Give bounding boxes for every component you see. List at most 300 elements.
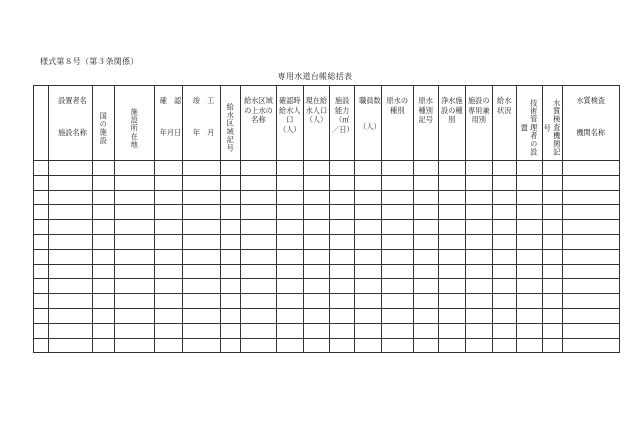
- table-cell[interactable]: [34, 220, 49, 235]
- header-national-facility: 国の施設: [93, 86, 115, 161]
- table-cell[interactable]: [183, 279, 221, 294]
- header-completion-date: 竣 工 年 月: [183, 86, 221, 161]
- table-cell[interactable]: [355, 161, 382, 176]
- table-cell[interactable]: [241, 205, 277, 220]
- table-row: [34, 234, 620, 249]
- table-cell[interactable]: [303, 190, 330, 205]
- table-cell[interactable]: [277, 161, 304, 176]
- header-owner-name: 設置者名: [58, 96, 87, 105]
- table-cell[interactable]: [330, 323, 355, 338]
- table-cell[interactable]: [413, 205, 438, 220]
- table-cell[interactable]: [183, 161, 221, 176]
- table-cell[interactable]: [465, 249, 492, 264]
- table-row: [34, 308, 620, 323]
- table-cell[interactable]: [355, 264, 382, 279]
- table-cell[interactable]: [438, 205, 465, 220]
- table-cell[interactable]: [381, 234, 413, 249]
- table-cell[interactable]: [155, 323, 183, 338]
- table-cell[interactable]: [241, 234, 277, 249]
- table-cell[interactable]: [330, 308, 355, 323]
- table-cell[interactable]: [34, 294, 49, 309]
- header-supply-status: 給水状況: [492, 86, 516, 161]
- table-cell[interactable]: [562, 308, 619, 323]
- table-cell[interactable]: [49, 205, 93, 220]
- table-row: [34, 323, 620, 338]
- header-row: [34, 86, 620, 161]
- table-cell[interactable]: [49, 161, 93, 176]
- table-cell[interactable]: [277, 294, 304, 309]
- table-cell[interactable]: [34, 175, 49, 190]
- table-cell[interactable]: [465, 308, 492, 323]
- table-cell[interactable]: [413, 220, 438, 235]
- table-cell[interactable]: [438, 308, 465, 323]
- table-cell[interactable]: [562, 264, 619, 279]
- table-cell[interactable]: [465, 264, 492, 279]
- table-cell[interactable]: [155, 220, 183, 235]
- table-cell[interactable]: [221, 338, 241, 353]
- header-inspection-code: 水質検査機関記号: [542, 86, 562, 161]
- table-cell[interactable]: [465, 338, 492, 353]
- table-cell[interactable]: [183, 249, 221, 264]
- table-cell[interactable]: [413, 175, 438, 190]
- table-cell[interactable]: [241, 190, 277, 205]
- table-cell[interactable]: [155, 264, 183, 279]
- table-cell[interactable]: [49, 249, 93, 264]
- table-cell[interactable]: [221, 323, 241, 338]
- table-cell[interactable]: [355, 175, 382, 190]
- table-cell[interactable]: [155, 161, 183, 176]
- table-cell[interactable]: [492, 308, 516, 323]
- table-cell[interactable]: [241, 175, 277, 190]
- table-cell[interactable]: [277, 175, 304, 190]
- table-cell[interactable]: [303, 338, 330, 353]
- table-cell[interactable]: [413, 279, 438, 294]
- table-cell[interactable]: [516, 161, 542, 176]
- table-cell[interactable]: [542, 294, 562, 309]
- table-cell[interactable]: [155, 190, 183, 205]
- table-cell[interactable]: [241, 220, 277, 235]
- table-cell[interactable]: [438, 161, 465, 176]
- table-cell[interactable]: [492, 338, 516, 353]
- table-cell[interactable]: [183, 234, 221, 249]
- table-cell[interactable]: [34, 205, 49, 220]
- table-cell[interactable]: [355, 190, 382, 205]
- ledger-table: [33, 85, 620, 353]
- table-cell[interactable]: [355, 323, 382, 338]
- table-cell[interactable]: [413, 264, 438, 279]
- table-cell[interactable]: [277, 234, 304, 249]
- table-cell[interactable]: [277, 249, 304, 264]
- table-cell[interactable]: [562, 190, 619, 205]
- table-cell[interactable]: [34, 161, 49, 176]
- table-cell[interactable]: [542, 190, 562, 205]
- table-row: [34, 190, 620, 205]
- table-row: [34, 161, 620, 176]
- table-cell[interactable]: [330, 234, 355, 249]
- table-cell[interactable]: [562, 338, 619, 353]
- header-blank: [34, 86, 49, 161]
- table-cell[interactable]: [277, 205, 304, 220]
- table-cell[interactable]: [155, 338, 183, 353]
- table-cell[interactable]: [93, 161, 115, 176]
- table-cell[interactable]: [381, 175, 413, 190]
- table-cell[interactable]: [221, 249, 241, 264]
- table-row: [34, 175, 620, 190]
- table-cell[interactable]: [413, 308, 438, 323]
- table-cell[interactable]: [562, 279, 619, 294]
- table-cell[interactable]: [465, 190, 492, 205]
- table-cell[interactable]: [330, 161, 355, 176]
- table-cell[interactable]: [115, 234, 155, 249]
- header-raw-water-code: 原水種別記号: [413, 86, 438, 161]
- table-cell[interactable]: [115, 323, 155, 338]
- table-cell[interactable]: [303, 175, 330, 190]
- header-confirm-date: 確 認 年月日: [155, 86, 183, 161]
- table-cell[interactable]: [183, 205, 221, 220]
- header-dedicated-shared: 施設の専用兼用別: [465, 86, 492, 161]
- table-cell[interactable]: [49, 279, 93, 294]
- table-cell[interactable]: [155, 205, 183, 220]
- table-cell[interactable]: [355, 234, 382, 249]
- table-cell[interactable]: [413, 190, 438, 205]
- table-cell[interactable]: [34, 338, 49, 353]
- table-cell[interactable]: [438, 279, 465, 294]
- table-cell[interactable]: [465, 175, 492, 190]
- table-cell[interactable]: [241, 279, 277, 294]
- table-cell[interactable]: [115, 205, 155, 220]
- table-cell[interactable]: [413, 294, 438, 309]
- table-cell[interactable]: [492, 175, 516, 190]
- table-cell[interactable]: [465, 205, 492, 220]
- table-cell[interactable]: [221, 175, 241, 190]
- table-row: [34, 264, 620, 279]
- table-cell[interactable]: [277, 279, 304, 294]
- table-cell[interactable]: [115, 190, 155, 205]
- table-cell[interactable]: [381, 161, 413, 176]
- table-cell[interactable]: [183, 190, 221, 205]
- table-cell[interactable]: [330, 205, 355, 220]
- table-cell[interactable]: [330, 175, 355, 190]
- table-cell[interactable]: [277, 190, 304, 205]
- table-cell[interactable]: [438, 323, 465, 338]
- table-cell[interactable]: [49, 308, 93, 323]
- table-cell[interactable]: [303, 220, 330, 235]
- table-cell[interactable]: [492, 190, 516, 205]
- table-cell[interactable]: [381, 279, 413, 294]
- table-cell[interactable]: [115, 294, 155, 309]
- table-cell[interactable]: [516, 294, 542, 309]
- table-cell[interactable]: [562, 220, 619, 235]
- table-cell[interactable]: [492, 264, 516, 279]
- table-cell[interactable]: [516, 190, 542, 205]
- table-cell[interactable]: [438, 220, 465, 235]
- table-row: [34, 338, 620, 353]
- table-cell[interactable]: [115, 161, 155, 176]
- table-cell[interactable]: [542, 279, 562, 294]
- table-cell[interactable]: [115, 220, 155, 235]
- table-cell[interactable]: [438, 264, 465, 279]
- form-title: 専用水道台帳総括表: [277, 72, 353, 81]
- table-cell[interactable]: [49, 294, 93, 309]
- table-cell[interactable]: [155, 175, 183, 190]
- table-cell[interactable]: [438, 294, 465, 309]
- table-cell[interactable]: [241, 308, 277, 323]
- table-cell[interactable]: [355, 338, 382, 353]
- table-cell[interactable]: [330, 279, 355, 294]
- table-cell[interactable]: [562, 323, 619, 338]
- table-cell[interactable]: [542, 234, 562, 249]
- table-cell[interactable]: [183, 264, 221, 279]
- table-cell[interactable]: [183, 323, 221, 338]
- table-cell[interactable]: [542, 249, 562, 264]
- table-cell[interactable]: [516, 323, 542, 338]
- table-cell[interactable]: [115, 338, 155, 353]
- table-cell[interactable]: [277, 220, 304, 235]
- table-cell[interactable]: [303, 294, 330, 309]
- table-cell[interactable]: [303, 205, 330, 220]
- table-cell[interactable]: [93, 249, 115, 264]
- table-cell[interactable]: [465, 161, 492, 176]
- table-cell[interactable]: [303, 249, 330, 264]
- table-cell[interactable]: [34, 190, 49, 205]
- table-cell[interactable]: [34, 234, 49, 249]
- table-cell[interactable]: [93, 308, 115, 323]
- table-cell[interactable]: [516, 205, 542, 220]
- header-purification-type: 浄水施設の種別: [438, 86, 465, 161]
- table-cell[interactable]: [183, 294, 221, 309]
- header-staff-count: 職員数 （人）: [355, 86, 382, 161]
- ledger-body: [34, 161, 620, 353]
- table-cell[interactable]: [381, 308, 413, 323]
- table-cell[interactable]: [303, 323, 330, 338]
- table-cell[interactable]: [542, 175, 562, 190]
- table-cell[interactable]: [93, 323, 115, 338]
- table-cell[interactable]: [221, 279, 241, 294]
- table-cell[interactable]: [492, 323, 516, 338]
- header-confirmed-population: 確認時給水人口 （人）: [277, 86, 304, 161]
- table-cell[interactable]: [221, 220, 241, 235]
- table-cell[interactable]: [93, 279, 115, 294]
- table-cell[interactable]: [330, 264, 355, 279]
- header-raw-water-type: 原水の種別: [381, 86, 413, 161]
- table-cell[interactable]: [34, 308, 49, 323]
- table-cell[interactable]: [413, 323, 438, 338]
- table-cell[interactable]: [542, 323, 562, 338]
- table-cell[interactable]: [241, 249, 277, 264]
- table-cell[interactable]: [303, 161, 330, 176]
- table-cell[interactable]: [303, 308, 330, 323]
- table-cell[interactable]: [542, 205, 562, 220]
- table-cell[interactable]: [381, 264, 413, 279]
- table-cell[interactable]: [49, 264, 93, 279]
- table-cell[interactable]: [93, 234, 115, 249]
- table-cell[interactable]: [49, 220, 93, 235]
- table-cell[interactable]: [183, 338, 221, 353]
- table-row: [34, 294, 620, 309]
- table-cell[interactable]: [221, 190, 241, 205]
- table-cell[interactable]: [221, 234, 241, 249]
- table-cell[interactable]: [355, 294, 382, 309]
- header-owner: [49, 86, 93, 161]
- table-cell[interactable]: [34, 264, 49, 279]
- table-cell[interactable]: [542, 220, 562, 235]
- table-cell[interactable]: [34, 249, 49, 264]
- form-number: 様式第８号（第３条関係）: [40, 57, 139, 66]
- table-cell[interactable]: [277, 264, 304, 279]
- table-cell[interactable]: [115, 279, 155, 294]
- table-cell[interactable]: [183, 175, 221, 190]
- table-cell[interactable]: [330, 249, 355, 264]
- table-cell[interactable]: [155, 308, 183, 323]
- table-cell[interactable]: [516, 264, 542, 279]
- table-cell[interactable]: [355, 249, 382, 264]
- table-cell[interactable]: [492, 161, 516, 176]
- table-cell[interactable]: [221, 161, 241, 176]
- table-cell[interactable]: [381, 190, 413, 205]
- table-cell[interactable]: [492, 294, 516, 309]
- table-cell[interactable]: [542, 161, 562, 176]
- table-cell[interactable]: [221, 264, 241, 279]
- table-cell[interactable]: [516, 279, 542, 294]
- table-cell[interactable]: [49, 234, 93, 249]
- table-cell[interactable]: [516, 220, 542, 235]
- table-cell[interactable]: [516, 308, 542, 323]
- table-cell[interactable]: [115, 249, 155, 264]
- table-row: [34, 205, 620, 220]
- table-cell[interactable]: [330, 220, 355, 235]
- table-cell[interactable]: [155, 249, 183, 264]
- table-cell[interactable]: [413, 249, 438, 264]
- table-cell[interactable]: [492, 234, 516, 249]
- table-cell[interactable]: [241, 264, 277, 279]
- table-cell[interactable]: [355, 220, 382, 235]
- table-cell[interactable]: [183, 308, 221, 323]
- table-cell[interactable]: [115, 175, 155, 190]
- table-cell[interactable]: [381, 323, 413, 338]
- table-cell[interactable]: [516, 249, 542, 264]
- table-cell[interactable]: [93, 175, 115, 190]
- table-row: [34, 249, 620, 264]
- header-location: 施設所在地: [115, 86, 155, 161]
- table-cell[interactable]: [516, 338, 542, 353]
- table-cell[interactable]: [155, 279, 183, 294]
- table-cell[interactable]: [183, 220, 221, 235]
- table-cell[interactable]: [277, 308, 304, 323]
- header-supply-area-name: 給水区域の上水の名称: [241, 86, 277, 161]
- table-cell[interactable]: [516, 234, 542, 249]
- table-row: [34, 220, 620, 235]
- table-cell[interactable]: [438, 175, 465, 190]
- table-cell[interactable]: [303, 264, 330, 279]
- table-cell[interactable]: [277, 323, 304, 338]
- table-cell[interactable]: [562, 294, 619, 309]
- table-cell[interactable]: [465, 279, 492, 294]
- header-capacity: 施設能力（㎥／日）: [330, 86, 355, 161]
- table-cell[interactable]: [49, 323, 93, 338]
- table-cell[interactable]: [303, 279, 330, 294]
- table-cell[interactable]: [381, 205, 413, 220]
- table-cell[interactable]: [93, 294, 115, 309]
- table-cell[interactable]: [516, 175, 542, 190]
- table-cell[interactable]: [241, 338, 277, 353]
- table-cell[interactable]: [492, 205, 516, 220]
- table-cell[interactable]: [93, 205, 115, 220]
- table-cell[interactable]: [355, 279, 382, 294]
- table-cell[interactable]: [330, 190, 355, 205]
- table-cell[interactable]: [465, 234, 492, 249]
- header-inspection-name: 水質検査 機関名称: [562, 86, 619, 161]
- table-cell[interactable]: [413, 161, 438, 176]
- table-cell[interactable]: [355, 205, 382, 220]
- table-cell[interactable]: [465, 323, 492, 338]
- table-cell[interactable]: [93, 338, 115, 353]
- header-current-population: 現在給水人口 （人）: [303, 86, 330, 161]
- table-cell[interactable]: [413, 338, 438, 353]
- table-cell[interactable]: [562, 234, 619, 249]
- table-cell[interactable]: [241, 323, 277, 338]
- table-cell[interactable]: [542, 338, 562, 353]
- table-cell[interactable]: [542, 308, 562, 323]
- table-cell[interactable]: [381, 249, 413, 264]
- table-cell[interactable]: [465, 220, 492, 235]
- table-cell[interactable]: [93, 190, 115, 205]
- table-cell[interactable]: [562, 249, 619, 264]
- header-tech-manager: 技術管理者の設置: [516, 86, 542, 161]
- table-cell[interactable]: [355, 308, 382, 323]
- table-cell[interactable]: [562, 175, 619, 190]
- table-cell[interactable]: [542, 264, 562, 279]
- table-cell[interactable]: [465, 294, 492, 309]
- table-cell[interactable]: [93, 220, 115, 235]
- table-cell[interactable]: [155, 234, 183, 249]
- table-cell[interactable]: [303, 234, 330, 249]
- header-supply-area-code: 給水区域記号: [221, 86, 241, 161]
- table-cell[interactable]: [438, 338, 465, 353]
- table-cell[interactable]: [438, 234, 465, 249]
- table-row: [34, 279, 620, 294]
- table-cell[interactable]: [49, 338, 93, 353]
- table-cell[interactable]: [115, 308, 155, 323]
- table-cell[interactable]: [381, 338, 413, 353]
- table-cell[interactable]: [277, 338, 304, 353]
- header-facility-name: 施設名称: [58, 127, 87, 137]
- table-cell[interactable]: [49, 175, 93, 190]
- table-cell[interactable]: [381, 220, 413, 235]
- table-cell[interactable]: [492, 249, 516, 264]
- table-cell[interactable]: [34, 323, 49, 338]
- table-cell[interactable]: [221, 308, 241, 323]
- table-cell[interactable]: [413, 234, 438, 249]
- table-cell[interactable]: [155, 294, 183, 309]
- table-cell[interactable]: [562, 205, 619, 220]
- table-cell[interactable]: [93, 264, 115, 279]
- table-cell[interactable]: [492, 220, 516, 235]
- table-cell[interactable]: [330, 338, 355, 353]
- table-cell[interactable]: [241, 161, 277, 176]
- table-cell[interactable]: [34, 279, 49, 294]
- table-cell[interactable]: [381, 294, 413, 309]
- table-cell[interactable]: [221, 294, 241, 309]
- table-cell[interactable]: [241, 294, 277, 309]
- table-cell[interactable]: [438, 190, 465, 205]
- table-cell[interactable]: [438, 249, 465, 264]
- table-cell[interactable]: [49, 190, 93, 205]
- table-cell[interactable]: [330, 294, 355, 309]
- table-cell[interactable]: [562, 161, 619, 176]
- table-cell[interactable]: [221, 205, 241, 220]
- table-cell[interactable]: [115, 264, 155, 279]
- table-cell[interactable]: [492, 279, 516, 294]
